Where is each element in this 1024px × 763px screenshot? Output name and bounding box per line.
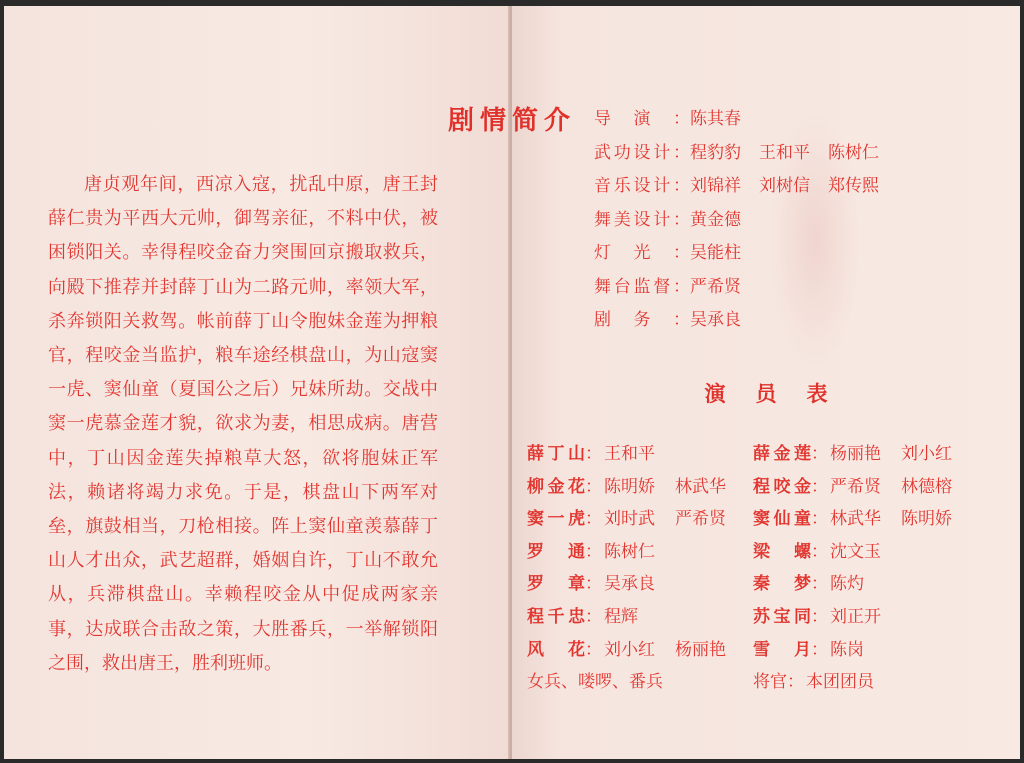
actor-name: 刘小红 <box>604 639 655 660</box>
actor-name: 王和平 <box>604 444 655 464</box>
crew-role: 舞台监督： <box>594 276 690 297</box>
crew-names <box>690 277 759 297</box>
crew-member-name: 郑传熙 <box>828 176 879 196</box>
actor-name: 本团团员 <box>806 672 874 693</box>
crew-member-name: 刘树信 <box>759 176 810 196</box>
cast-entry <box>527 503 746 536</box>
colon-separator: ： <box>811 476 828 497</box>
crew-names <box>690 109 759 129</box>
crew-member-name: 程豹豹 <box>690 142 741 163</box>
actor-name: 吴承良 <box>604 574 655 595</box>
crew-member-name: 吴承良 <box>690 310 741 330</box>
crew-member-name: 陈树仁 <box>828 142 879 163</box>
crew-row <box>594 204 994 238</box>
cast-entry <box>753 471 972 504</box>
character-name: 窦仙童 <box>753 509 811 530</box>
synopsis-text: 唐贞观年间，西凉入寇，扰乱中原，唐王封薛仁贵为平西大元帅，御驾亲征，不料中伏，被困锁阳关。幸得程咬金奋力突围回京搬取救兵，向殿下推荐并封薛丁山为二路元帅，率领大军，杀奔锁阳关救驾。帐前薛丁山令胞妹金莲为押粮官，程咬金当监护，粮车途经棋盘山，为山寇窦一虎、窦仙童（夏国公之后）兄妹所劫。交战中窦一虎慕金莲才貌，欲求为妻，相思成病。唐营中，丁山因金莲失掉粮草大怒，欲将胞妹正军法，赖诸将竭力求免。于是，棋盘山下两军对垒，旗鼓相当，刀枪相接。阵上窦仙童羡慕薛丁山人才出众，武艺超群，婚姻自许，丁山不敢允从，兵滞棋盘山。幸赖程咬金从中促成两家亲事，达成联合击敌之策，大胜番兵，一举解锁阳之围，救出唐王，胜利班师。 <box>48 174 438 674</box>
actor-name: 林武华 <box>675 476 726 497</box>
actor-name: 林武华 <box>830 509 881 530</box>
colon-separator: ： <box>585 541 602 562</box>
cast-row <box>527 666 1007 699</box>
crew-row <box>594 237 994 271</box>
colon-separator: ： <box>811 509 828 530</box>
actor-name: 陈灼 <box>830 574 864 595</box>
colon-separator: ： <box>585 639 602 660</box>
cast-row <box>527 601 1007 634</box>
actor-name: 刘时武 <box>604 509 655 530</box>
cast-entry <box>527 536 675 569</box>
colon-separator: ： <box>811 639 828 660</box>
crew-role: 武功设计： <box>594 142 690 163</box>
character-name: 程咬金 <box>753 476 811 497</box>
cast-row <box>527 503 1007 536</box>
crew-member-name: 吴能柱 <box>690 243 741 263</box>
crew-row <box>594 137 994 171</box>
actor-name: 林德榕 <box>901 476 952 497</box>
crew-role: 灯光： <box>594 243 690 263</box>
crew-list <box>594 103 994 338</box>
cast-entry <box>527 568 675 601</box>
character-name: 女兵、喽啰、番兵 <box>527 672 663 693</box>
character-name: 将官 <box>753 672 787 693</box>
actor-name: 陈明娇 <box>604 476 655 497</box>
crew-member-name: 陈其春 <box>690 109 741 129</box>
character-name: 薛金莲 <box>753 444 811 464</box>
crew-names <box>690 310 759 330</box>
colon-separator: ： <box>585 509 602 530</box>
colon-separator: ： <box>585 476 602 497</box>
crew-names <box>690 210 759 230</box>
character-name: 风花 <box>527 639 585 660</box>
character-name: 罗通 <box>527 541 585 562</box>
cast-entry <box>753 568 884 601</box>
actor-name: 刘正开 <box>830 606 881 627</box>
crew-names <box>690 143 897 163</box>
crew-names <box>690 243 759 263</box>
character-name: 程千忠 <box>527 606 585 627</box>
crew-row <box>594 304 994 338</box>
actor-name: 严希贤 <box>675 509 726 530</box>
actor-name: 杨丽艳 <box>830 444 881 464</box>
crew-member-name: 刘锦祥 <box>690 176 741 196</box>
cast-row <box>527 634 1007 667</box>
crew-member-name: 严希贤 <box>690 276 741 297</box>
actor-name: 沈文玉 <box>830 541 881 562</box>
colon-separator: ： <box>585 444 602 464</box>
cast-entry <box>527 634 746 667</box>
cast-entry <box>753 601 901 634</box>
actor-name: 严希贤 <box>830 476 881 497</box>
character-name: 雪月 <box>753 639 811 660</box>
cast-entry <box>527 438 675 471</box>
colon-separator: ： <box>585 606 602 627</box>
cast-entry <box>753 438 972 471</box>
cast-row <box>527 536 1007 569</box>
cast-entry <box>527 666 663 699</box>
character-name: 柳金花 <box>527 476 585 497</box>
colon-separator: ： <box>811 606 828 627</box>
actor-name: 陈岗 <box>830 639 864 660</box>
actor-name: 陈明娇 <box>901 509 952 530</box>
colon-separator: ： <box>585 574 602 595</box>
character-name: 苏宝同 <box>753 606 811 627</box>
character-name: 梁螺 <box>753 541 811 562</box>
colon-separator: ： <box>811 541 828 562</box>
crew-role: 舞美设计： <box>594 209 690 230</box>
character-name: 窦一虎 <box>527 509 585 530</box>
colon-separator: ： <box>787 672 804 693</box>
actor-name: 陈树仁 <box>604 541 655 562</box>
crew-role: 导演： <box>594 109 690 129</box>
cast-entry <box>527 601 658 634</box>
synopsis-title: 剧情简介 <box>447 106 576 136</box>
crew-role: 剧务： <box>594 310 690 330</box>
cast-entry <box>753 503 972 536</box>
colon-separator: ： <box>811 444 828 464</box>
character-name: 秦梦 <box>753 574 811 595</box>
cast-row <box>527 438 1007 471</box>
actor-name: 程辉 <box>604 606 638 627</box>
crew-member-name: 黄金德 <box>690 209 741 230</box>
cast-entry <box>753 536 901 569</box>
crew-names <box>690 176 897 196</box>
crew-role: 音乐设计： <box>594 176 690 196</box>
character-name: 薛丁山 <box>527 444 585 464</box>
crew-member-name: 王和平 <box>759 142 810 163</box>
cast-entry <box>753 666 894 699</box>
actor-name: 杨丽艳 <box>675 639 726 660</box>
cast-title: 演员表 <box>704 382 858 406</box>
character-name: 罗章 <box>527 574 585 595</box>
actor-name: 刘小红 <box>901 444 952 464</box>
cast-row <box>527 568 1007 601</box>
crew-row <box>594 170 994 204</box>
cast-row <box>527 471 1007 504</box>
cast-entry <box>527 471 746 504</box>
colon-separator: ： <box>811 574 828 595</box>
cast-entry <box>753 634 884 667</box>
crew-row <box>594 103 994 137</box>
cast-table <box>527 438 1007 699</box>
crew-row <box>594 271 994 305</box>
